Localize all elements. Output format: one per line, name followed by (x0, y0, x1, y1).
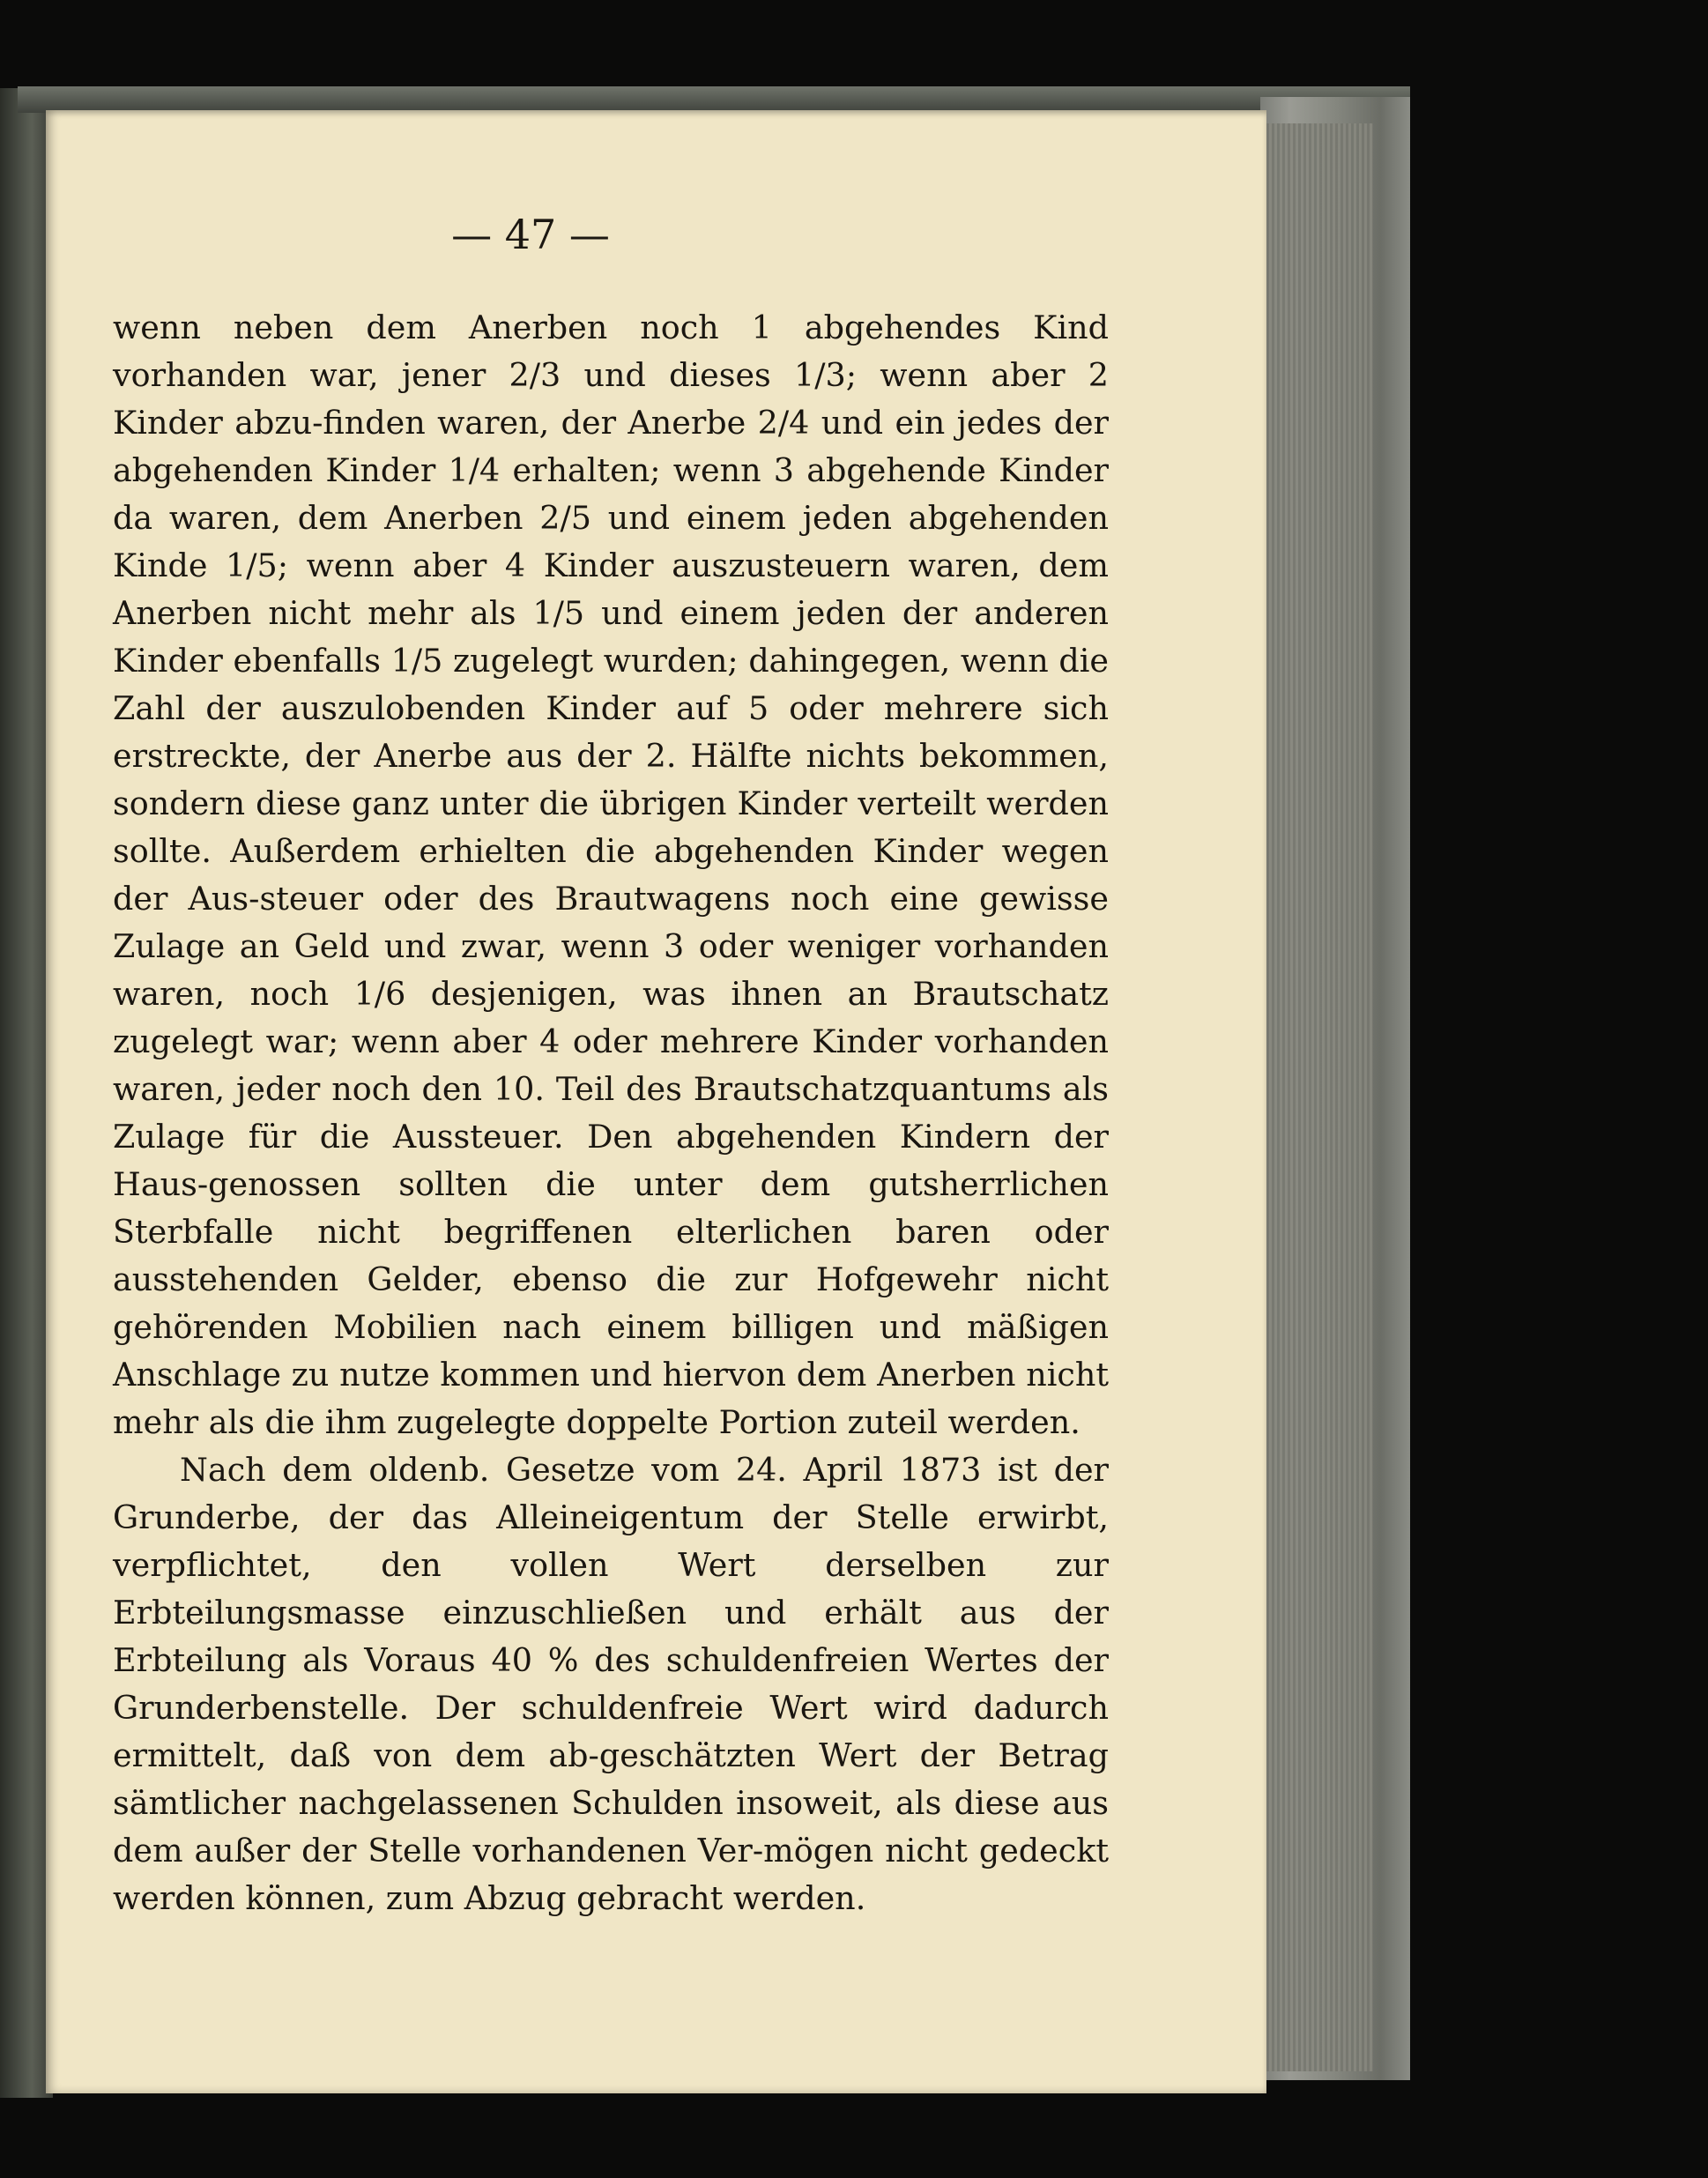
page-text (113, 304, 1109, 1922)
book-top-edge (18, 86, 1410, 113)
paragraph: wenn neben dem Anerben noch 1 abgehendes Kind vorhanden war, jener 2/3 und dieses 1/3; wenn aber 2 Kinder abzu-finden waren, der Anerbe 2/4 und ein jedes der abgehenden Kinder 1/4 erhalten; wenn 3 abgehende Kinder da waren, dem Anerben 2/5 und einem jeden abgehenden Kinde 1/5; wenn aber 4 Kinder auszusteuern waren, dem Anerben nicht mehr als 1/5 und einem jeden der anderen Kinder ebenfalls 1/5 zugelegt wurden; dahingegen, wenn die Zahl der auszulobenden Kinder auf 5 oder mehrere sich erstreckte, der Anerbe aus der 2. Hälfte nichts bekommen, sondern diese ganz unter die übrigen Kinder verteilt werden sollte. Außerdem erhielten die abgehenden Kinder wegen der Aus-steuer oder des Brautwagens noch eine gewisse Zulage an Geld und zwar, wenn 3 oder weniger vorhanden waren, noch 1/6 desjenigen, was ihnen an Brautschatz zugelegt war; wenn aber 4 oder mehrere Kinder vorhanden waren, jeder noch den 10. Teil des Brautschatzquantums als Zulage für die Aussteuer. Den abgehenden Kindern der Haus-genossen sollten die unter dem gutsherrlichen Sterbfalle nicht begriffenen elterlichen baren oder ausstehenden Gelder, ebenso die zur Hofgewehr nicht gehörenden Mobilien nach einem billigen und mäßigen Anschlage zu nutze kommen und hiervon dem Anerben nicht mehr als die ihm zugelegte doppelte Portion zuteil werden. (113, 308, 1109, 1441)
page-fore-edge (1259, 123, 1373, 2071)
book-page (46, 110, 1266, 2093)
paragraph: Nach dem oldenb. Gesetze vom 24. April 1873 ist der Grunderbe, der das Alleineigentum der Stelle erwirbt, verpflichtet, den vollen Wert derselben zur Erbteilungsmasse einzuschließen und erhält aus der Erbteilung als Voraus 40 % des schuldenfreien Wertes der Grunderbenstelle. Der schuldenfreie Wert wird dadurch ermittelt, daß von dem ab-geschätzten Wert der Betrag sämtlicher nachgelassenen Schulden insoweit, als diese aus dem außer der Stelle vorhandenen Ver-mögen nicht gedeckt werden können, zum Abzug gebracht werden. (113, 1451, 1109, 1917)
left-book-cover (0, 88, 53, 2098)
page-number: — 47 — (451, 211, 610, 258)
